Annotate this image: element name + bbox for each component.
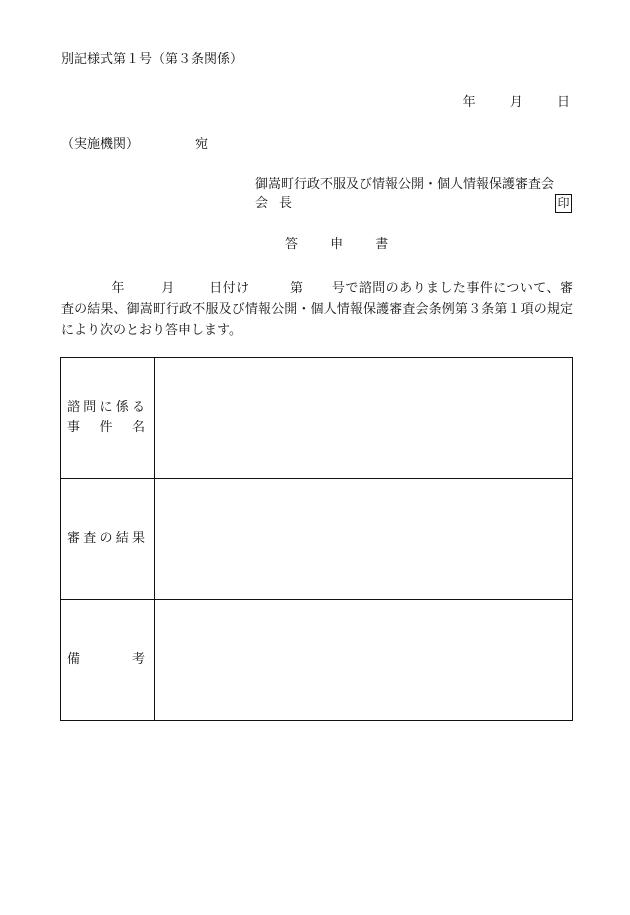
row-label [61,358,155,479]
row-value [155,479,573,600]
committee-name: 御嵩町行政不服及び情報公開・個人情報保護審査会 [255,177,555,192]
row-label-line-1: 備 考 [67,652,145,667]
row-label-line-1: 諮問に係る [67,400,145,415]
row-label-line-2: 事 件 名 [67,420,145,435]
date-day: 日 [556,95,570,110]
chair-title [255,196,292,212]
document-title: 答 申 書 [285,237,403,252]
body-text: 号で諮問のありました事件について、審査の結果、御嵩町行政不服及び情報公開・個人情報保護審査会条例第３条第１項の規定により次のとおり答申します。 [61,281,573,338]
date-line [463,95,570,111]
row-value [155,358,573,479]
addressee-agency: （実施機関） [61,137,140,152]
body-year: 年 [111,281,125,296]
row-label [61,600,155,721]
chair-char-1: 会 [255,196,269,211]
body-no: 第 [289,281,304,296]
body-dated: 日付け [208,281,250,296]
table-row [61,358,573,479]
row-value [155,600,573,721]
addressee [61,137,208,153]
form-label: 別記様式第１号（第３条関係） [61,52,244,67]
chair-char-2: 長 [279,196,293,211]
body-paragraph [61,278,573,341]
body-month: 月 [160,281,175,296]
date-month: 月 [509,95,523,110]
table-row [61,600,573,721]
seal-mark: 印 [555,194,572,213]
answer-table [60,357,573,721]
addressee-suffix: 宛 [195,137,209,152]
table-row [61,479,573,600]
date-year: 年 [462,95,476,110]
row-label-line-1: 審査の結果 [67,531,145,546]
row-label [61,479,155,600]
